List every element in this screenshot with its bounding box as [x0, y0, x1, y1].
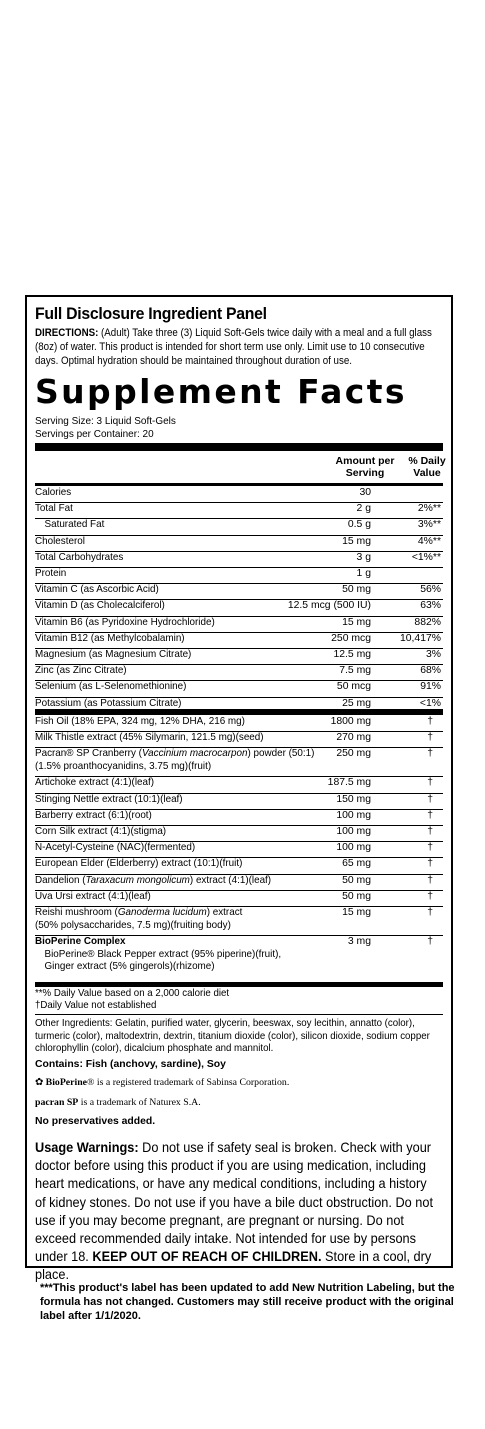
ingredient-amount: 50 mg [342, 874, 371, 886]
nutrient-name: Zinc (as Zinc Citrate) [35, 665, 127, 677]
nutrient-amount: 2 g [356, 503, 371, 515]
ingredient-amount: 15 mg [342, 907, 371, 918]
directions-text: (Adult) Take three (3) Liquid Soft-Gels twice daily with a meal and a full glass (8oz) of water. This product is intended for short term use only. Limit use to 10 consecutive days. Optimal hydration should be maintained throughout duration of use. [35, 327, 432, 367]
ingredient-row [35, 874, 443, 891]
ingredient-name-block [35, 716, 320, 729]
label-inner [35, 297, 446, 1283]
ingredient-amount: 100 mg [336, 842, 371, 854]
nutrient-daily-value: 3% [425, 649, 441, 660]
ingredient-name-block [35, 842, 320, 855]
nutrient-row [35, 486, 443, 503]
nutrient-daily-value: 3%** [417, 519, 441, 531]
ingredient-name-block [35, 732, 320, 745]
ingredient-row [35, 731, 443, 748]
nutrient-daily-value: <1%** [411, 551, 441, 563]
nutrient-amount: 12.5 mg [333, 649, 371, 660]
ingredient-name: Dandelion ( [35, 874, 86, 886]
nutrient-amount: 3 g [356, 551, 371, 563]
ingredient-amount: 250 mg [336, 748, 371, 760]
nutrient-row [35, 535, 443, 552]
nutrient-daily-value: 68% [420, 665, 441, 677]
nutrient-name: Calories [35, 487, 72, 498]
ingredient-daily-value: † [427, 890, 433, 902]
bioperine-logo-icon: ✿ [35, 1077, 44, 1088]
nutrient-name: Vitamin B12 (as Methylcobalamin) [35, 632, 185, 644]
ingredient-row [35, 841, 443, 858]
nutrient-daily-value: 4%** [417, 535, 441, 547]
header-dv-line2: Value [413, 467, 441, 479]
nutrient-name: Cholesterol [35, 535, 85, 547]
ingredient-daily-value: † [427, 842, 433, 854]
ingredient-name: Artichoke extract (4:1)(leaf) [35, 777, 155, 789]
bioperine-logo: BioPerine [45, 1077, 88, 1088]
serving-size: Serving Size: 3 Liquid Soft-Gels [35, 415, 176, 427]
ingredient-name-block [35, 794, 320, 807]
allergen-contains: Contains: Fish (anchovy, sardine), Soy [35, 1059, 226, 1070]
nutrient-row [35, 632, 443, 649]
nutrient-amount: 250 mcg [331, 632, 371, 644]
ingredient-name: N-Acetyl-Cysteine (NAC)(fermented) [35, 842, 196, 854]
nutrient-name: Saturated Fat [44, 519, 105, 531]
ingredient-name: Barberry extract (6:1)(root) [35, 809, 152, 821]
header-amount [325, 455, 405, 479]
ingredient-name-rest: ) extract (4:1)(leaf) [189, 874, 272, 886]
usage-warnings [35, 1138, 435, 1284]
header-amount-line2: Serving [345, 467, 385, 479]
supplement-label [25, 295, 453, 1283]
footnote-daily-value: **% Daily Value based on a 2,000 calorie diet [35, 988, 230, 999]
ingredient-row [35, 890, 443, 907]
directions [35, 326, 444, 368]
ingredient-detail-2: Ginger extract (5% gingerols)(rhizome) [44, 961, 215, 972]
ingredient-row [35, 825, 443, 842]
nutrient-row [35, 648, 443, 665]
label-update-note: ***This product's label has been updated to add New Nutrition Labeling, but the formula has not changed. Customers may still receive product with the original label after 1/1/2020. [40, 1282, 455, 1322]
thick-divider-bottom [35, 982, 443, 987]
ingredient-name: Corn Silk extract (4:1)(stigma) [35, 826, 167, 837]
nutrient-row [35, 551, 443, 568]
header-daily-value [395, 455, 459, 479]
pacran-tm-text: is a trademark of Naturex S.A. [78, 1097, 201, 1108]
ingredient-name: Stinging Nettle extract (10:1)(leaf) [35, 793, 183, 805]
ingredient-amount: 100 mg [336, 826, 371, 837]
ingredient-row [35, 857, 443, 874]
ingredient-name-block [35, 907, 320, 932]
nutrient-name: Vitamin D (as Cholecalciferol) [35, 600, 165, 612]
ingredient-amount: 50 mg [342, 890, 371, 902]
nutrient-name: Selenium (as L-Selenomethionine) [35, 681, 187, 693]
nutrient-amount: 50 mcg [336, 681, 371, 693]
ingredient-daily-value: † [427, 716, 433, 727]
ingredient-daily-value: † [427, 793, 433, 805]
directions-label: DIRECTIONS: [35, 327, 99, 339]
ingredient-amount: 1800 mg [330, 716, 371, 727]
ingredient-name-block [35, 777, 320, 790]
nutrient-name: Potassium (as Potassium Citrate) [35, 697, 182, 709]
nutrient-row [35, 583, 443, 600]
ingredient-name: Pacran® SP Cranberry ( [35, 748, 142, 760]
divider-footnotes [35, 1014, 443, 1015]
ingredient-name: Fish Oil (18% EPA, 324 mg, 12% DHA, 216 mg) [35, 716, 245, 727]
warnings-storage: Store in a cool, dry place. [35, 1248, 432, 1283]
nutrient-name: Total Carbohydrates [35, 551, 124, 563]
ingredient-row [35, 747, 443, 777]
ingredient-latin-name: Vaccinium macrocarpon [141, 748, 248, 760]
nutrient-daily-value: <1% [419, 697, 441, 709]
ingredient-daily-value: † [427, 936, 433, 947]
nutrient-daily-value: 56% [420, 584, 441, 596]
warnings-label: Usage Warnings: [35, 1139, 139, 1155]
ingredient-amount: 270 mg [336, 732, 371, 744]
ingredient-name-block [35, 826, 320, 839]
warnings-keep-away: KEEP OUT OF REACH OF CHILDREN. [92, 1248, 322, 1265]
nutrient-amount: 7.5 mg [339, 665, 371, 677]
ingredient-row [35, 715, 443, 732]
ingredient-daily-value: † [427, 809, 433, 821]
nutrient-row [35, 502, 443, 519]
ingredient-detail: (50% polysaccharides, 7.5 mg)(fruiting body) [35, 919, 231, 931]
nutrient-row [35, 616, 443, 633]
ingredient-amount: 65 mg [342, 858, 371, 870]
ingredient-name-block [35, 858, 320, 871]
nutrient-name: Magnesium (as Magnesium Citrate) [35, 649, 192, 660]
ingredient-name: BioPerine Complex [35, 936, 126, 947]
nutrient-row [35, 680, 443, 697]
nutrient-row [35, 567, 443, 584]
ingredient-amount: 3 mg [347, 936, 371, 947]
ingredient-latin-name: Taraxacum mongolicum [85, 874, 190, 886]
ingredient-detail: BioPerine® Black Pepper extract (95% piperine)(fruit), [44, 948, 282, 960]
nutrient-daily-value: 63% [420, 600, 441, 612]
footnote-not-established: †Daily Value not established [35, 1000, 157, 1011]
ingredient-daily-value: † [427, 732, 433, 744]
ingredient-latin-name: Ganoderma lucidum [117, 907, 207, 918]
ingredient-name-block [35, 891, 320, 904]
ingredient-name-block [35, 810, 320, 823]
ingredient-row [35, 776, 443, 793]
ingredient-amount: 100 mg [336, 809, 371, 821]
nutrient-amount: 1 g [356, 568, 371, 579]
ingredient-row [35, 935, 443, 976]
ingredient-daily-value: † [427, 858, 433, 870]
ingredient-daily-value: † [427, 748, 433, 760]
header-amount-line1: Amount per [335, 455, 395, 467]
ingredient-name-rest: ) powder (50:1) [247, 748, 315, 760]
nutrient-amount: 50 mg [342, 584, 371, 596]
ingredient-daily-value: † [427, 826, 433, 837]
nutrient-daily-value: 91% [420, 681, 441, 693]
nutrient-amount: 30 [359, 487, 371, 498]
nutrient-daily-value: 882% [414, 616, 441, 628]
thick-divider-top [35, 443, 443, 451]
nutrient-row [35, 599, 443, 616]
ingredient-name-block [35, 875, 320, 888]
supplement-facts-title: Supplement Facts [35, 372, 407, 411]
nutrient-row [35, 664, 443, 681]
pacran-logo: pacran SP [35, 1097, 79, 1108]
nutrient-amount: 12.5 mcg (500 IU) [287, 600, 371, 612]
ingredient-name: European Elder (Elderberry) extract (10:1)(fruit) [35, 858, 243, 870]
ingredient-row [35, 809, 443, 826]
ingredient-daily-value: † [427, 874, 433, 886]
ingredient-name: Uva Ursi extract (4:1)(leaf) [35, 890, 151, 902]
pacran-trademark [35, 1097, 201, 1108]
warnings-text: Do not use if safety seal is broken. Check with your doctor before using this product if you are using medication, including heart medications, or have any medical conditions, including a history of kidney stones. Do not use if you have a bile duct obstruction. Do not use if you may become pregnant, are pregnant or nursing. Do not exceed recommended daily intake. Not intended for use by persons under 18. [35, 1139, 434, 1265]
nutrient-row [35, 518, 443, 535]
ingredient-daily-value: † [427, 907, 433, 918]
ingredient-detail: (1.5% proanthocyanidins, 3.75 mg)(fruit) [35, 760, 212, 772]
ingredient-name-block [35, 748, 320, 773]
ingredient-name: Reishi mushroom ( [35, 907, 118, 918]
ingredient-name-rest: ) extract [206, 907, 243, 918]
nutrient-daily-value: 2%** [417, 503, 441, 515]
panel-title: Full Disclosure Ingredient Panel [35, 304, 267, 323]
servings-per-container: Servings per Container: 20 [35, 428, 154, 440]
nutrient-amount: 15 mg [342, 535, 371, 547]
nutrient-name: Protein [35, 568, 67, 579]
ingredient-amount: 150 mg [336, 793, 371, 805]
ingredient-daily-value: † [427, 777, 433, 789]
ingredient-row [35, 906, 443, 936]
nutrient-daily-value: 10,417% [399, 632, 441, 644]
nutrient-name: Vitamin C (as Ascorbic Acid) [35, 584, 159, 596]
bioperine-trademark [35, 1077, 289, 1088]
ingredient-name: Milk Thistle extract (45% Silymarin, 121.5 mg)(seed) [35, 732, 264, 744]
nutrient-name: Total Fat [35, 503, 73, 515]
no-preservatives: No preservatives added. [35, 1116, 156, 1127]
other-ingredients: Other Ingredients: Gelatin, purified water, glycerin, beeswax, soy lecithin, annatto (color), turmeric (color), maltodextrin, dextrin, titanium dioxide (color), silicon dioxide, sodium copper chlorophyllin (color), dicalcium phosphate and mannitol. [35, 1018, 430, 1054]
nutrient-amount: 25 mg [342, 697, 371, 709]
header-dv-line1: % Daily [408, 455, 446, 467]
nutrient-name: Vitamin B6 (as Pyridoxine Hydrochloride) [35, 616, 215, 628]
ingredient-name-block [35, 936, 320, 974]
ingredient-row [35, 793, 443, 810]
nutrient-amount: 15 mg [342, 616, 371, 628]
ingredient-amount: 187.5 mg [327, 777, 371, 789]
nutrient-amount: 0.5 g [347, 519, 371, 531]
bioperine-tm-text: ® is a registered trademark of Sabinsa Corporation. [87, 1077, 290, 1088]
